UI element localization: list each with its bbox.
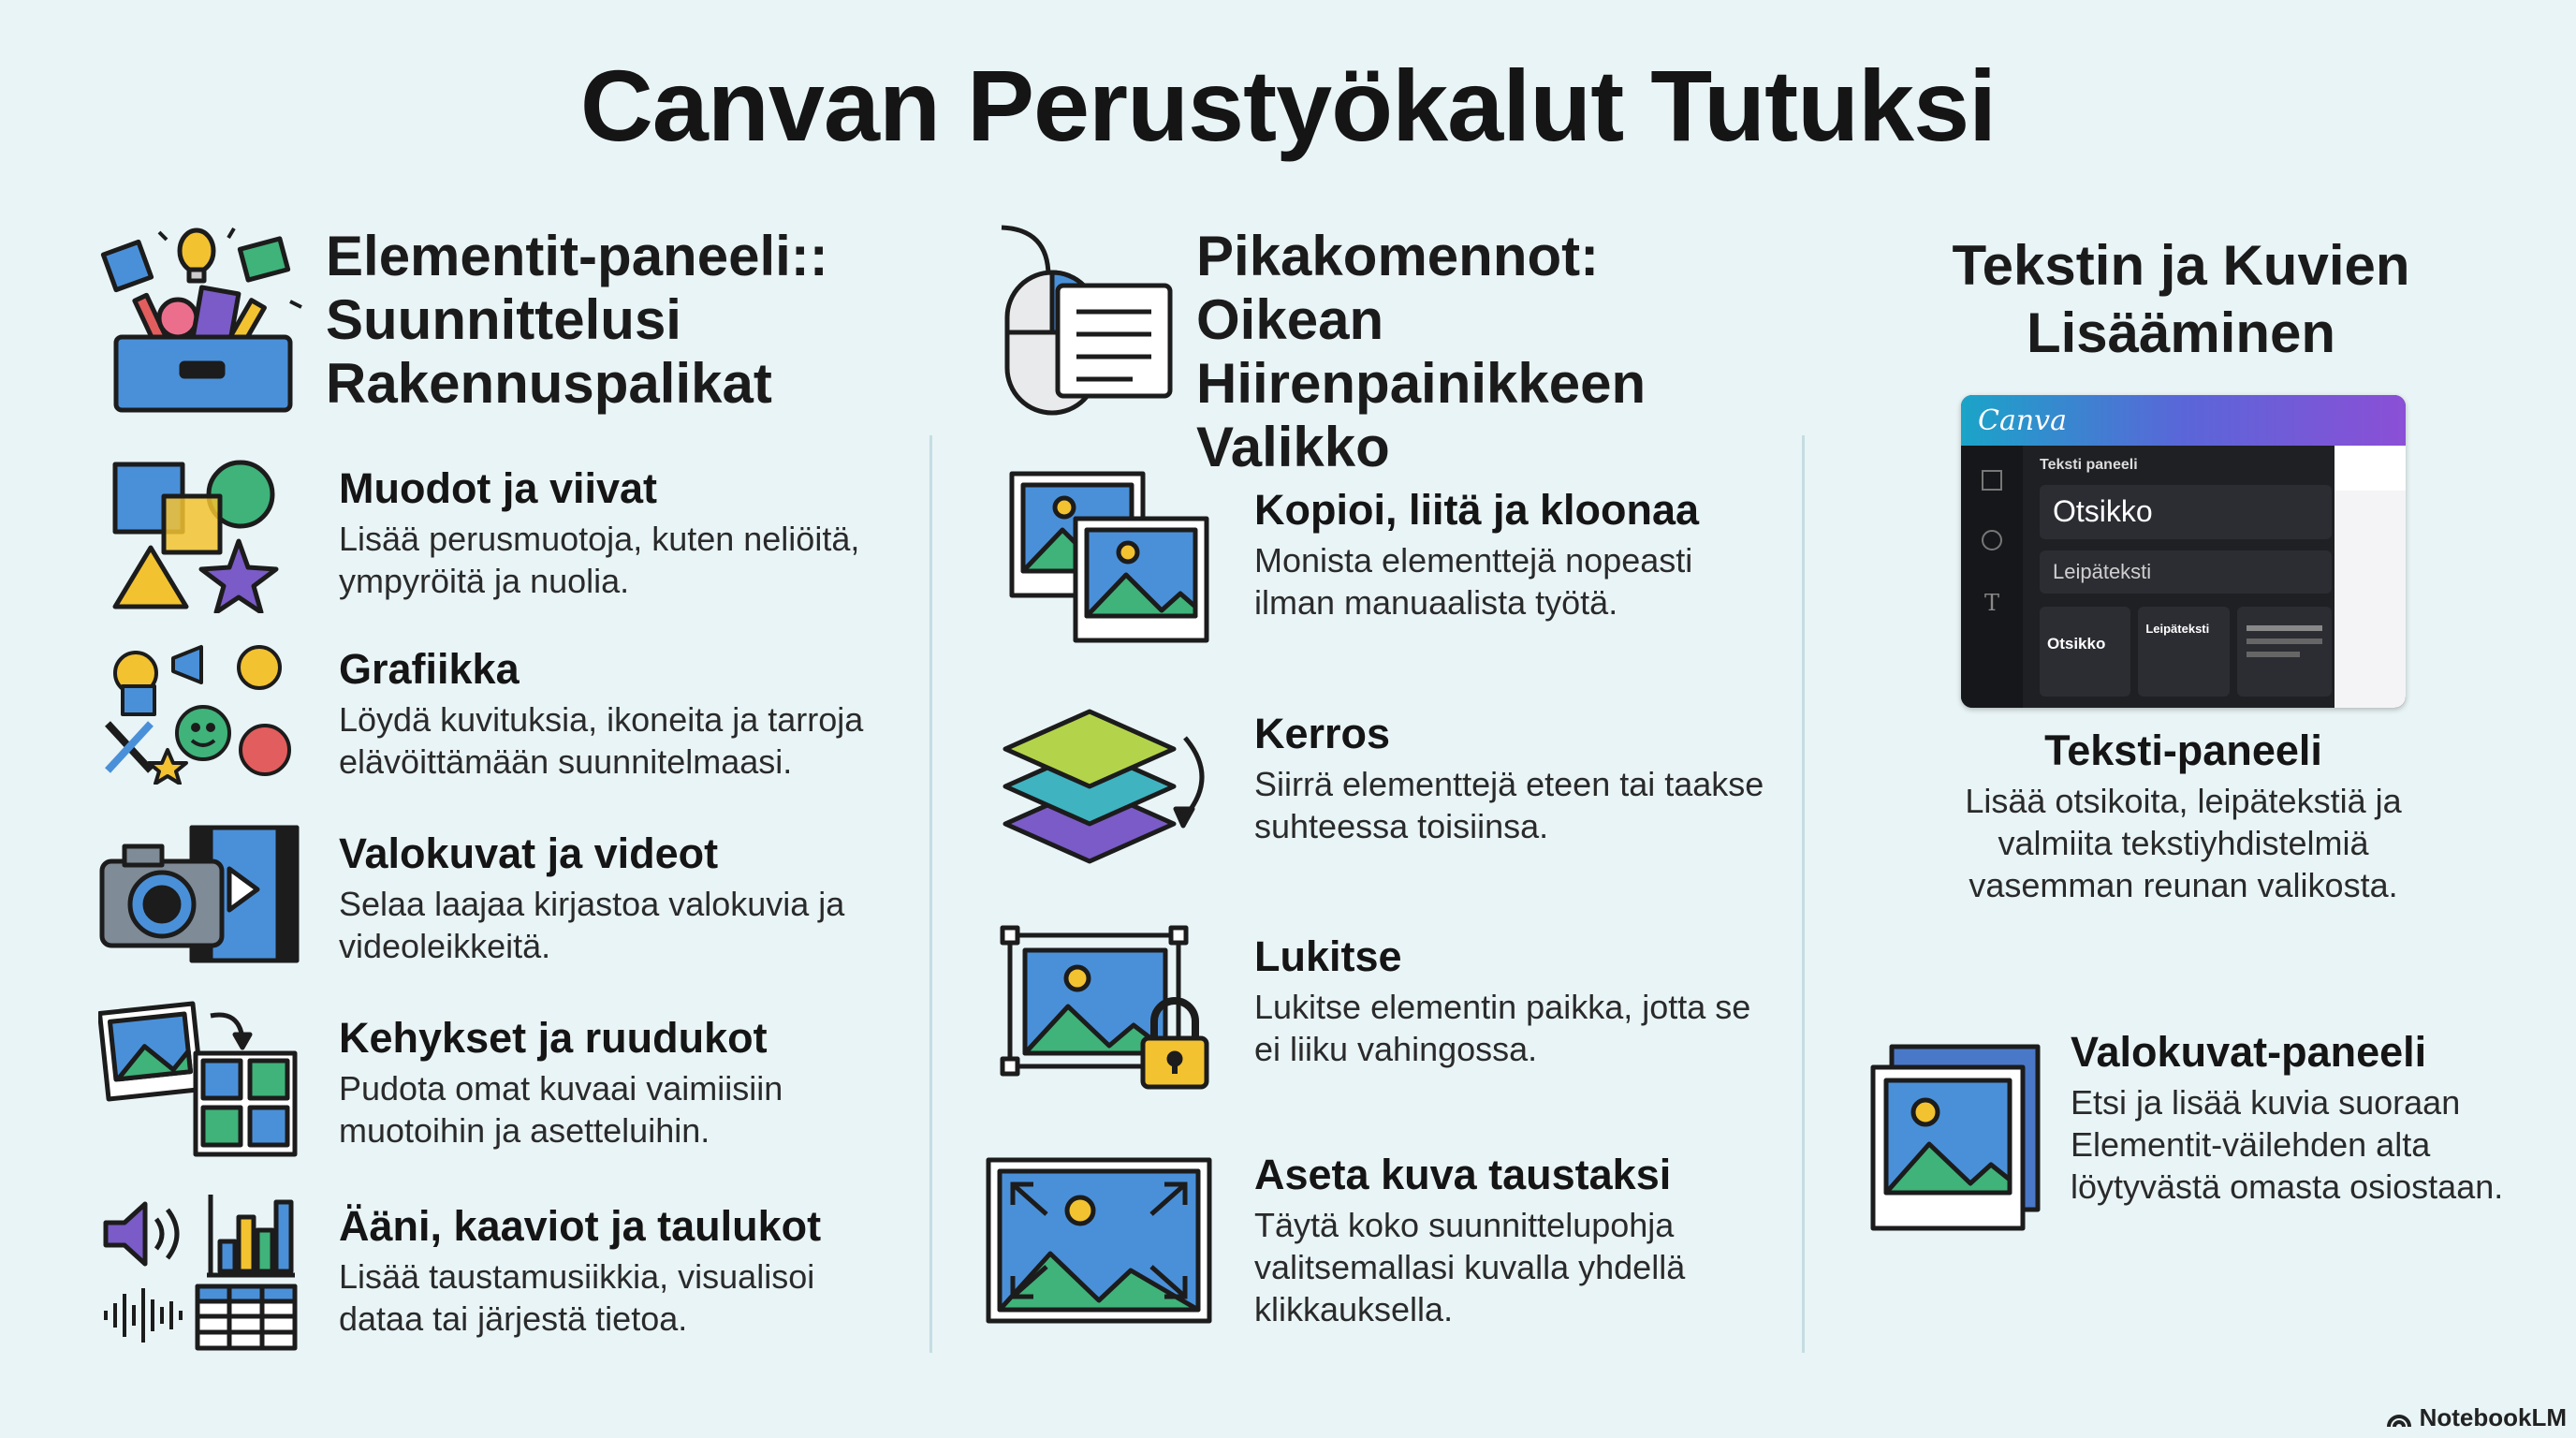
item-title: Lukitse bbox=[1254, 932, 1402, 980]
item-title: Kerros bbox=[1254, 710, 1391, 757]
shortcuts-item-1 bbox=[1254, 485, 1778, 624]
item-desc: Etsi ja lisää kuvia suoraan Elementit-väilehden alta löytyvästä omasta osiostaan. bbox=[2071, 1083, 2504, 1206]
text-images-item-1 bbox=[1928, 726, 2438, 906]
item-title: Valokuvat ja videot bbox=[339, 829, 719, 877]
text-icon: T bbox=[1983, 590, 1999, 616]
text-combo-1[interactable]: Otsikko bbox=[2040, 607, 2130, 697]
canva-text-options bbox=[2040, 457, 2332, 697]
shortcuts-heading: Pikakomennot: Oikean Hiirenpainikkeen Valikko bbox=[1196, 225, 1647, 478]
template-icon bbox=[1982, 470, 2002, 491]
camera-film-icon bbox=[98, 824, 300, 964]
elements-item-4 bbox=[339, 1013, 900, 1152]
elements-item-2 bbox=[339, 644, 900, 783]
mouse-menu-icon bbox=[992, 220, 1179, 421]
column-divider-2 bbox=[1802, 435, 1805, 1353]
frames-grid-icon bbox=[98, 997, 300, 1161]
item-title: Kopioi, liitä ja kloonaa bbox=[1254, 486, 1700, 534]
elements-heading: Elementit-paneeli:: Suunnittelusi Rakennuspalikat bbox=[326, 225, 828, 415]
brand-label: NotebookLM bbox=[2419, 1403, 2567, 1431]
shortcuts-item-2 bbox=[1254, 709, 1778, 847]
item-title: Ääni, kaaviot ja taulukot bbox=[339, 1202, 822, 1250]
item-desc: Monista elementtejä nopeasti ilman manuaalista työtä. bbox=[1254, 541, 1693, 622]
text-combo-3[interactable] bbox=[2237, 607, 2332, 697]
elements-item-3 bbox=[339, 829, 900, 967]
item-title: Teksti-paneeli bbox=[2044, 726, 2322, 774]
notebooklm-icon bbox=[2386, 1408, 2412, 1429]
graphics-icon bbox=[98, 639, 295, 785]
item-desc: Siirrä elementtejä eteen tai taakse suhteessa toisiinsa. bbox=[1254, 765, 1764, 845]
item-desc: Lisää taustamusiikkia, visualisoi dataa tai järjestä tietoa. bbox=[339, 1257, 815, 1338]
notebooklm-brand bbox=[2386, 1403, 2567, 1432]
item-title: Valokuvat-paneeli bbox=[2071, 1028, 2427, 1076]
item-title: Grafiikka bbox=[339, 645, 520, 693]
canva-canvas-area bbox=[2334, 446, 2406, 708]
expand-image-icon bbox=[985, 1156, 1214, 1325]
item-desc: Pudota omat kuvaai vaimiisiin muotoihin ja asetteluihin. bbox=[339, 1069, 783, 1150]
item-title: Muodot ja viivat bbox=[339, 464, 658, 512]
copy-images-icon bbox=[1006, 468, 1212, 646]
canva-logo: Canva bbox=[1978, 404, 2067, 437]
item-title: Aseta kuva taustaksi bbox=[1254, 1151, 1672, 1198]
canva-sidebar bbox=[1961, 446, 2023, 708]
elements-item-1 bbox=[339, 463, 900, 602]
canva-text-panel-mock bbox=[1961, 395, 2406, 708]
canva-header bbox=[1961, 395, 2406, 446]
item-desc: Lisää otsikoita, leipätekstiä ja valmiita tekstiyhdistelmiä vasemman reunan valikosta. bbox=[1965, 782, 2402, 904]
text-combo-2[interactable]: Leipäteksti bbox=[2138, 607, 2229, 697]
elements-icon bbox=[1982, 530, 2002, 550]
add-heading-button[interactable]: Otsikko bbox=[2040, 485, 2332, 539]
item-desc: Täytä koko suunnittelupohja valitsemallasi kuvalla yhdellä klikkauksella. bbox=[1254, 1206, 1686, 1328]
lock-image-icon bbox=[997, 922, 1217, 1091]
elements-item-5 bbox=[339, 1201, 900, 1340]
shortcuts-item-4 bbox=[1254, 1150, 1778, 1330]
text-images-item-2 bbox=[2071, 1027, 2520, 1208]
page-title: Canvan Perustyökalut Tutuksi bbox=[579, 49, 1997, 162]
photos-icon bbox=[1867, 1041, 2045, 1233]
item-title: Kehykset ja ruudukot bbox=[339, 1014, 768, 1062]
text-combinations bbox=[2040, 607, 2332, 697]
layers-icon bbox=[1002, 693, 1226, 871]
shapes-icon bbox=[108, 459, 285, 613]
item-desc: Lukitse elementin paikka, jotta se ei liiku vahingossa. bbox=[1254, 988, 1751, 1068]
item-desc: Lisää perusmuotoja, kuten neliöitä, ympyröitä ja nuolia. bbox=[339, 520, 860, 600]
shortcuts-item-3 bbox=[1254, 932, 1778, 1070]
toolbox-icon bbox=[94, 215, 309, 417]
item-desc: Löydä kuvituksia, ikoneita ja tarroja elävöittämään suunnitelmaasi. bbox=[339, 700, 864, 781]
audio-chart-table-icon bbox=[98, 1189, 300, 1353]
text-images-heading: Tekstin ja Kuvien Lisääminen bbox=[1952, 234, 2410, 364]
column-divider-1 bbox=[929, 435, 932, 1353]
panel-label: Teksti paneeli bbox=[2040, 457, 2138, 473]
add-body-text-button[interactable]: Leipäteksti bbox=[2040, 550, 2332, 594]
item-desc: Selaa laajaa kirjastoa valokuvia ja videoleikkeitä. bbox=[339, 885, 845, 965]
